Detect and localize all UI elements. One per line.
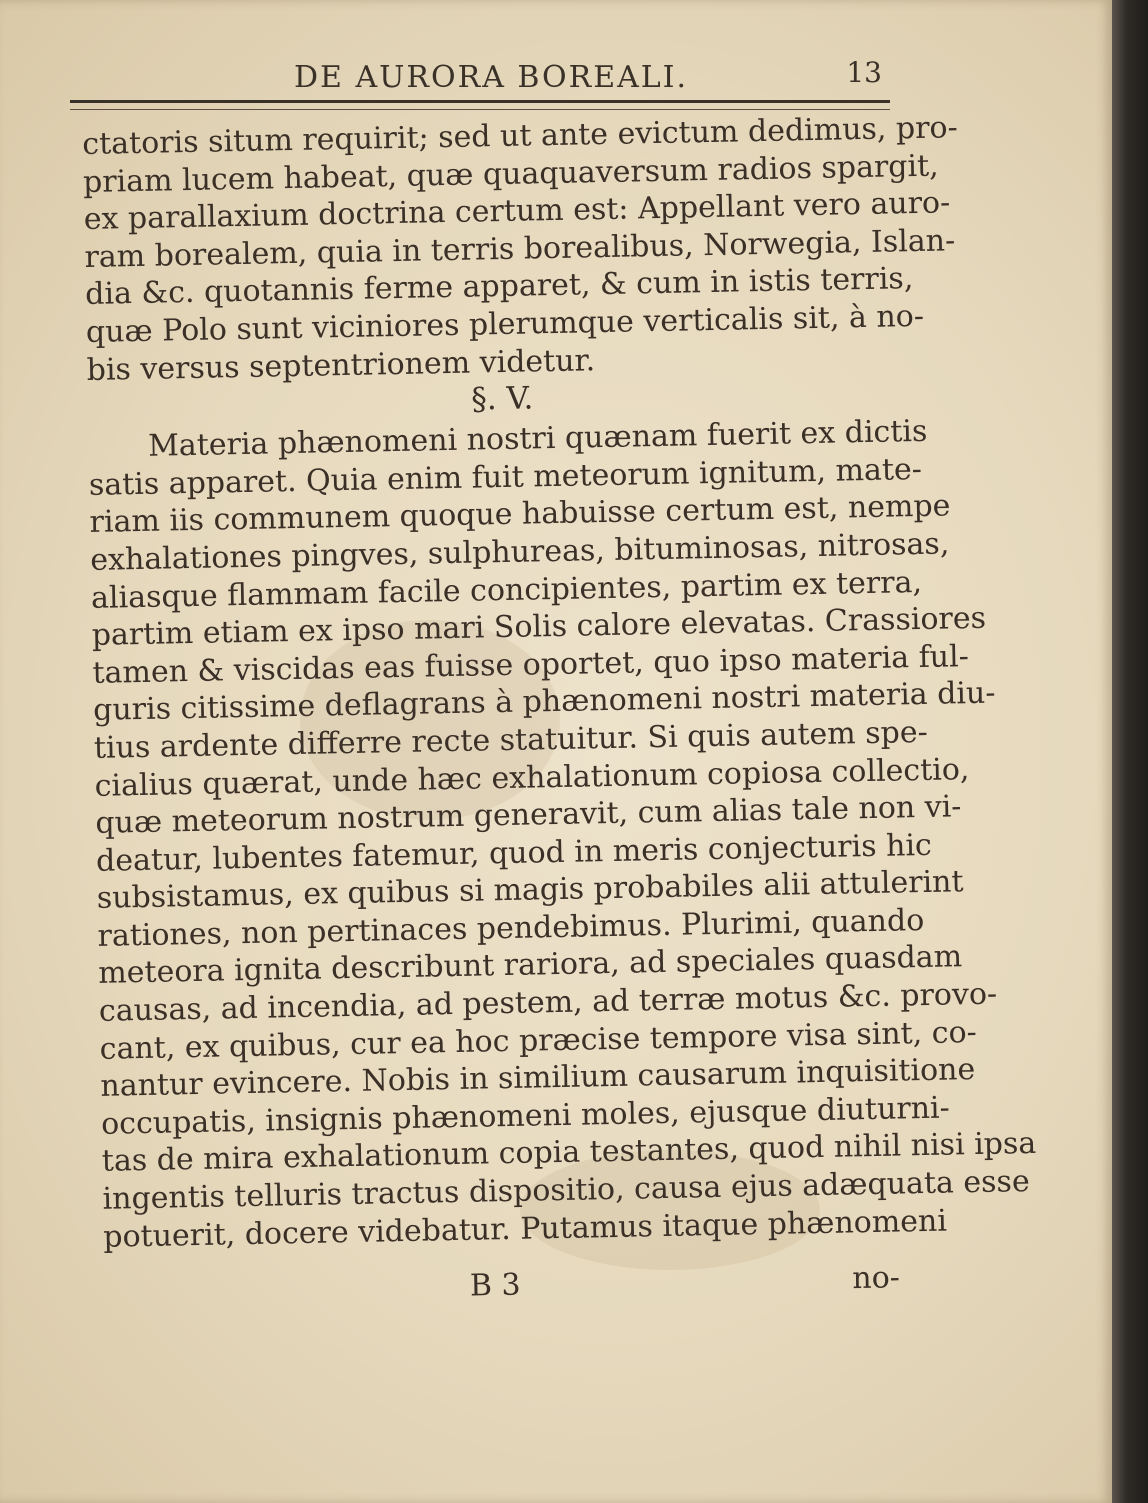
text-line: ex parallaxium doctrina certum est: Appellant vero auro-: [83, 185, 951, 238]
running-head: [70, 50, 900, 102]
text-line: bis versus septentrionem videtur.: [86, 342, 596, 388]
text-line: cialius quærat, unde hæc exhalationum copiosa collectio,: [94, 751, 970, 804]
text-line: Materia phænomeni nostri quænam fuerit ex dictis: [147, 413, 928, 464]
page-footer: [80, 1260, 911, 1320]
text-line: exhalationes pingves, sulphureas, bituminosas, nitrosas,: [90, 526, 950, 578]
text-line: deatur, lubentes fatemur, quod in meris conjecturis hic: [95, 827, 933, 879]
text-line: nantur evincere. Nobis in similium causarum inquisitione: [100, 1052, 976, 1105]
text-line: dia &c. quotannis ferme apparet, & cum in istis terris,: [84, 261, 914, 313]
text-line: tamen & viscidas eas fuisse oportet, quo ipso materia ful-: [92, 638, 970, 691]
text-line: ingentis telluris tractus dispositio, causa ejus adæquata esse: [102, 1164, 1030, 1217]
running-head-title: DE AURORA BOREALI.: [294, 60, 689, 95]
page-number: 13: [846, 56, 882, 89]
paragraph-continued: [82, 110, 959, 389]
text-line: ctatoris situm requirit; sed ut ante evictum dedimus, pro-: [82, 110, 959, 162]
text-line: ram borealem, quia in terris borealibus, Norwegia, Islan-: [84, 223, 956, 275]
text-line: partim etiam ex ipso mari Solis calore elevatas. Crassiores: [91, 600, 987, 654]
text-line: meteora ignita describunt rariora, ad speciales quasdam: [97, 939, 963, 992]
section-heading: §. V.: [470, 380, 534, 418]
catchword: no-: [851, 1260, 901, 1297]
signature-mark: B 3: [469, 1267, 521, 1304]
paragraph-section-v: [88, 413, 1037, 1256]
header-rule: [70, 100, 890, 110]
text-line: tius ardente differre recte statuitur. Si quis autem spe-: [93, 714, 929, 766]
text-line: quæ Polo sunt viciniores plerumque verticalis sit, à no-: [85, 298, 925, 350]
text-line: causas, ad incendia, ad pestem, ad terræ motus &c. provo-: [98, 976, 998, 1029]
text-line: riam iis communem quoque habuisse certum est, nempe: [89, 488, 951, 541]
text-line: rationes, non pertinaces pendebimus. Plurimi, quando: [97, 902, 925, 954]
text-line: subsistamus, ex quibus si magis probabiles alii attulerint: [96, 864, 964, 917]
text-line: aliasque flammam facile concipientes, partim ex terra,: [90, 564, 923, 616]
text-line: priam lucem habeat, quæ quaquaversum radios spargit,: [82, 148, 939, 200]
text-line: potuerit, docere videbatur. Putamus itaque phænomeni: [102, 1203, 948, 1255]
text-line: cant, ex quibus, cur ea hoc præcise tempore visa sint, co-: [99, 1014, 978, 1067]
book-spine-edge: [1112, 0, 1148, 1503]
body-text: [82, 110, 1037, 1256]
text-line: tas de mira exhalationum copia testantes, quod nihil nisi ipsa: [101, 1126, 1037, 1180]
text-line: quæ meteorum nostrum generavit, cum alias tale non vi-: [95, 789, 962, 841]
text-line: satis apparet. Quia enim fuit meteorum ignitum, mate-: [88, 451, 923, 503]
text-line: occupatis, insignis phænomeni moles, ejusque diuturni-: [100, 1090, 951, 1142]
text-line: guris citissime deflagrans à phænomeni nostri materia diu-: [92, 675, 996, 729]
